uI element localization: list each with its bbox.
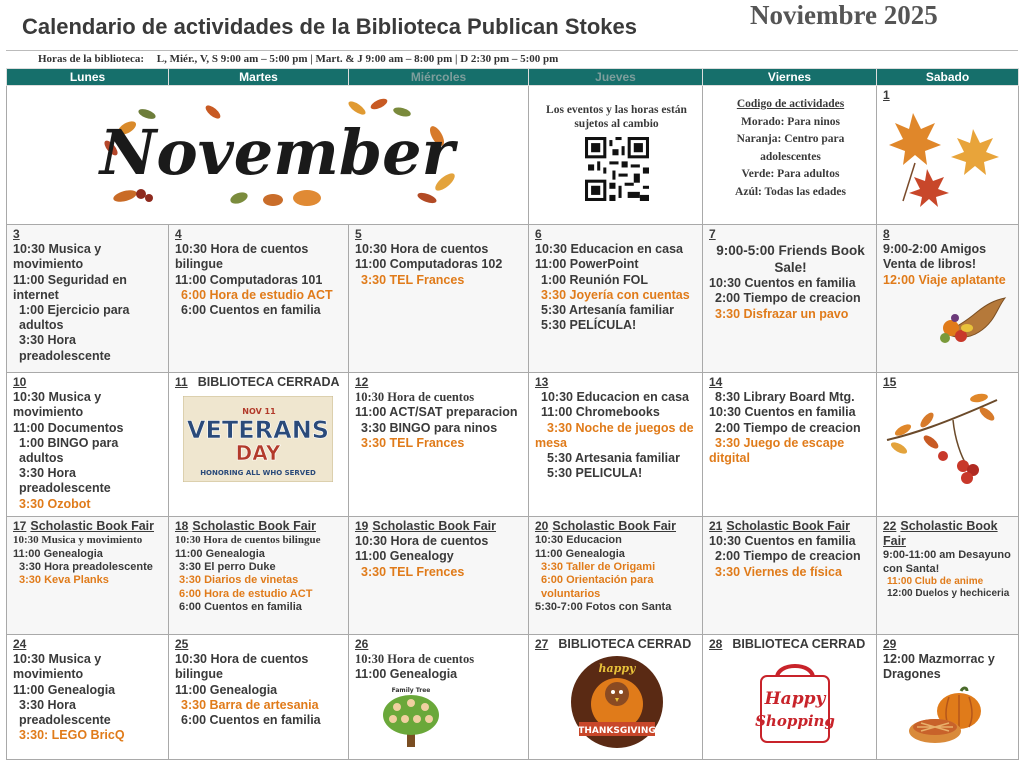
- event: 3:30 BINGO para ninos: [361, 420, 498, 435]
- day-cell-22: [877, 517, 1019, 635]
- event: 3:30 El perro Duke: [179, 561, 276, 574]
- day-number: 13: [535, 375, 549, 389]
- day-number: 7: [709, 227, 716, 241]
- event: 11:00 PowerPoint: [535, 257, 639, 272]
- day-cell-8: [877, 225, 1019, 373]
- day-cell-15: [877, 373, 1019, 517]
- day-cell-19: [349, 517, 529, 635]
- event: 5:30 Artesanía familiar: [541, 303, 674, 318]
- day-cell-18: [169, 517, 349, 635]
- day-header-sabado: Sabado: [877, 69, 1019, 86]
- event-teen: 3:30 Noche de juegos de mesa: [535, 420, 694, 450]
- day-number: 27: [535, 637, 549, 651]
- event: 2:00 Tiempo de creacion: [715, 291, 861, 306]
- thanksgiving-image: [569, 654, 665, 750]
- event: 10:30 Hora de cuentos bilingue: [175, 652, 309, 682]
- closed-notice: BIBLIOTECA CERRAD: [558, 637, 692, 651]
- day-header-jueves: Jueves: [529, 69, 703, 86]
- day-number: 14: [709, 375, 723, 389]
- day-number: 6: [535, 227, 542, 241]
- event: 11:00 Chromebooks: [541, 405, 660, 420]
- day-number: 25: [175, 637, 189, 651]
- event: 12:00 Mazmorrac y Dragones: [883, 652, 995, 682]
- day-cell-17: [7, 517, 169, 635]
- event-teen: 3:30 Viernes de física: [715, 564, 842, 579]
- event: 10:30 Cuentos en familia: [709, 534, 856, 549]
- event-teen: 3:30 Disfrazar un pavo: [715, 306, 849, 321]
- book-fair-label: Scholastic Book Fair: [372, 519, 497, 533]
- event-teen: 3:30 Diarios de vinetas: [179, 574, 299, 587]
- event: 2:00 Tiempo de creacion: [715, 420, 861, 435]
- event: 6:00 Cuentos en familia: [179, 601, 302, 614]
- event-teen: 3:30: LEGO BricQ: [19, 728, 125, 743]
- hours-value: L, Miér., V, S 9:00 am – 5:00 pm | Mart. & J 9:00 am – 8:00 pm | D 2:30 pm – 5:00 pm: [156, 53, 559, 65]
- event: 3:30 Hora preadolescente: [19, 333, 111, 363]
- event: 9:00-11:00 am Desayuno con Santa!: [883, 549, 1011, 575]
- day-cell-20: [529, 517, 703, 635]
- event-teen: 12:00 Viaje aplatante: [883, 272, 1006, 287]
- day-cell-7: [703, 225, 877, 373]
- day-number: 1: [883, 88, 890, 102]
- day-cell-11: [169, 373, 349, 517]
- event: 1:00 BINGO para adultos: [19, 435, 119, 466]
- day-cell-10: [7, 373, 169, 517]
- activity-codes: [709, 88, 872, 201]
- event: 8:30 Library Board Mtg.: [715, 390, 855, 405]
- event: 5:30 PELICULA!: [547, 466, 643, 481]
- day-cell-28: [703, 635, 877, 760]
- image-text: NOV 11: [242, 407, 276, 417]
- image-text: DAY: [235, 441, 281, 466]
- event-book-sale: 9:00-5:00 Friends Book Sale!: [716, 243, 865, 276]
- event: 11:00 Genealogia: [175, 547, 265, 560]
- day-cell-6: [529, 225, 703, 373]
- event: 11:00 Genealogia: [175, 682, 278, 697]
- event: 11:00 Seguridad en internet: [13, 272, 127, 302]
- day-header-martes: Martes: [169, 69, 349, 86]
- book-fair-label: Scholastic Book Fair: [30, 519, 155, 533]
- day-number: 5: [355, 227, 362, 241]
- event-teen: 3:30 Taller de Origami: [541, 561, 656, 574]
- day-number: 26: [355, 637, 369, 651]
- day-number: 21: [709, 519, 723, 533]
- activity-codes-cell: [703, 86, 877, 225]
- november-banner-image: [7, 86, 527, 222]
- day-cell-26: [349, 635, 529, 760]
- event: 10:30 Musica y movimiento: [13, 534, 143, 547]
- event: 10:30 Hora de cuentos bilingue: [175, 534, 321, 547]
- weekday-header: [7, 69, 1019, 86]
- day-number: 15: [883, 375, 897, 389]
- autumn-branch-icon: [883, 390, 1001, 490]
- library-hours: [6, 50, 1018, 68]
- event: 3:30 Hora preadolescente: [19, 697, 111, 728]
- day-header-viernes: Viernes: [703, 69, 877, 86]
- event: 5:30 Artesania familiar: [547, 451, 680, 466]
- day-cell-12: [349, 373, 529, 517]
- closed-notice: BIBLIOTECA CERRADA: [197, 375, 340, 389]
- hours-label: Horas de la biblioteca:: [38, 53, 145, 65]
- event: 3:30 Hora preadolescente: [19, 561, 153, 574]
- day-number: 19: [355, 519, 369, 533]
- day-cell-24: [7, 635, 169, 760]
- event: 10:30 Hora de cuentos: [355, 242, 489, 257]
- event-teen: 6:00 Hora de estudio ACT: [179, 587, 313, 600]
- event: 1:00 Reunión FOL: [541, 272, 648, 287]
- event-teen: 3:30 TEL Frences: [361, 564, 465, 579]
- image-text: THANKSGIVING: [578, 726, 656, 737]
- day-number: 18: [175, 519, 189, 533]
- event: 10:30 Musica y movimiento: [13, 652, 102, 682]
- image-text: Family Tree: [391, 686, 431, 694]
- day-number: 17: [13, 519, 27, 533]
- event: 1:00 Ejercicio para adultos: [19, 303, 130, 333]
- day-number: 20: [535, 519, 549, 533]
- day-cell-21: [703, 517, 877, 635]
- book-fair-label: Scholastic Book Fair: [883, 519, 998, 549]
- cornucopia-icon: [937, 292, 1007, 346]
- event: 11:00 Genealogia: [13, 547, 103, 560]
- event: 10:30 Cuentos en familia: [709, 276, 856, 291]
- event: 11:00 Computadoras 101: [175, 272, 323, 287]
- event: 10:30 Musica y movimiento: [13, 242, 102, 272]
- day-cell-14: [703, 373, 877, 517]
- event: 10:30 Hora de cuentos bilingue: [175, 242, 309, 272]
- event: 11:00 ACT/SAT preparacion: [355, 405, 518, 420]
- day-number: 4: [175, 227, 182, 241]
- day-header-miercoles: Miércoles: [349, 69, 529, 86]
- day-cell-29: [877, 635, 1019, 760]
- image-text: VETERANS: [186, 416, 330, 445]
- event: 10:30 Hora de cuentos: [355, 652, 475, 667]
- day-number: 24: [13, 637, 27, 651]
- event: 11:00 Computadoras 102: [355, 257, 503, 272]
- day-cell-1: [877, 86, 1019, 225]
- event: 3:30 Hora preadolescente: [19, 466, 111, 496]
- event-teen: 3:30 Juego de escape ditgital: [709, 435, 845, 466]
- banner-text: November: [99, 116, 455, 189]
- event: 10:30 Educacion en casa: [541, 390, 689, 405]
- code-green: Verde: Para adultos: [741, 168, 840, 180]
- event: 9:00-2:00 Amigos Venta de libros!: [883, 242, 987, 272]
- code-purple: Morado: Para ninos: [740, 115, 841, 128]
- event: 6:00 Cuentos en familia: [181, 303, 321, 318]
- image-text: Shopping: [755, 712, 835, 731]
- event: 11:00 Genealogia: [535, 547, 625, 560]
- event-teen: 6:00 Hora de estudio ACT: [181, 287, 333, 302]
- event-teen: 3:30 Ozobot: [19, 496, 91, 511]
- day-number: 8: [883, 227, 890, 241]
- event: 11:00 Genealogia: [13, 682, 116, 697]
- event: 5:30-7:00 Fotos con Santa: [535, 601, 672, 614]
- day-number: 12: [355, 375, 369, 389]
- event-teen: 3:30 TEL Frances: [361, 272, 465, 287]
- day-number: 10: [13, 375, 27, 389]
- veterans-day-image: [183, 396, 333, 482]
- event-teen: 3:30 Keva Planks: [19, 574, 109, 587]
- image-text: Happy: [764, 689, 826, 710]
- event: 5:30 PELÍCULA!: [541, 318, 637, 333]
- pumpkin-pie-icon: [907, 685, 993, 749]
- event: 2:00 Tiempo de creacion: [715, 549, 861, 564]
- event: 10:30 Hora de cuentos: [355, 534, 489, 549]
- family-tree-icon: [379, 685, 443, 749]
- event: 11:00 Documentos: [13, 420, 124, 435]
- day-cell-27: [529, 635, 703, 760]
- event: 6:00 Cuentos en familia: [181, 713, 321, 728]
- day-cell-13: [529, 373, 703, 517]
- day-cell-25: [169, 635, 349, 760]
- event: 11:00 Genealogia: [355, 667, 458, 682]
- day-number: 28: [709, 637, 723, 651]
- book-fair-label: Scholastic Book Fair: [552, 519, 677, 533]
- day-number: 22: [883, 519, 897, 533]
- happy-shopping-image: [747, 656, 843, 746]
- event-teen: 6:00 Orientación para voluntarios: [541, 574, 654, 600]
- day-cell-3: [7, 225, 169, 373]
- event: 11:00 Genealogy: [355, 549, 454, 564]
- book-fair-label: Scholastic Book Fair: [726, 519, 851, 533]
- event: 10:30 Cuentos en familia: [709, 405, 856, 420]
- code-blue: Azúl: Todas las edades: [735, 185, 846, 198]
- code-orange: Naranja: Centro para adolescentes: [736, 133, 845, 163]
- month-title: Noviembre 2025: [750, 0, 938, 30]
- day-header-lunes: Lunes: [7, 69, 169, 86]
- page-title: Calendario de actividades de la Biblioteca Publican Stokes: [22, 14, 637, 39]
- codes-title: Codigo de actividades: [736, 98, 845, 110]
- event-teen: 3:30 TEL Frances: [361, 435, 465, 450]
- maple-leaves-icon: [883, 103, 1007, 207]
- event: 10:30 Educacion en casa: [535, 242, 683, 257]
- event: 12:00 Duelos y hechiceria: [887, 588, 1010, 600]
- day-number: 29: [883, 637, 897, 651]
- day-cell-4: [169, 225, 349, 373]
- event: 10:30 Educacion: [535, 534, 622, 547]
- schedule-notice: Los eventos y las horas están sujetos al cambio: [546, 104, 687, 130]
- notice-cell: [529, 86, 703, 225]
- image-text: HONORING ALL WHO SERVED: [200, 469, 316, 478]
- event-teen: 3:30 Barra de artesania: [181, 697, 319, 712]
- day-number: 11: [175, 375, 188, 389]
- day-cell-5: [349, 225, 529, 373]
- event: 10:30 Hora de cuentos: [355, 390, 475, 405]
- event-teen: 3:30 Joyería con cuentas: [541, 287, 690, 302]
- day-number: 3: [13, 227, 20, 241]
- event-teen: 11:00 Club de anime: [887, 576, 984, 588]
- closed-notice: BIBLIOTECA CERRAD: [732, 637, 866, 651]
- november-banner-cell: [7, 86, 529, 225]
- book-fair-label: Scholastic Book Fair: [192, 519, 317, 533]
- event: 10:30 Musica y movimiento: [13, 390, 102, 420]
- image-text: happy: [598, 662, 636, 676]
- calendar-grid: [6, 68, 1019, 760]
- qr-code-icon[interactable]: [585, 137, 649, 201]
